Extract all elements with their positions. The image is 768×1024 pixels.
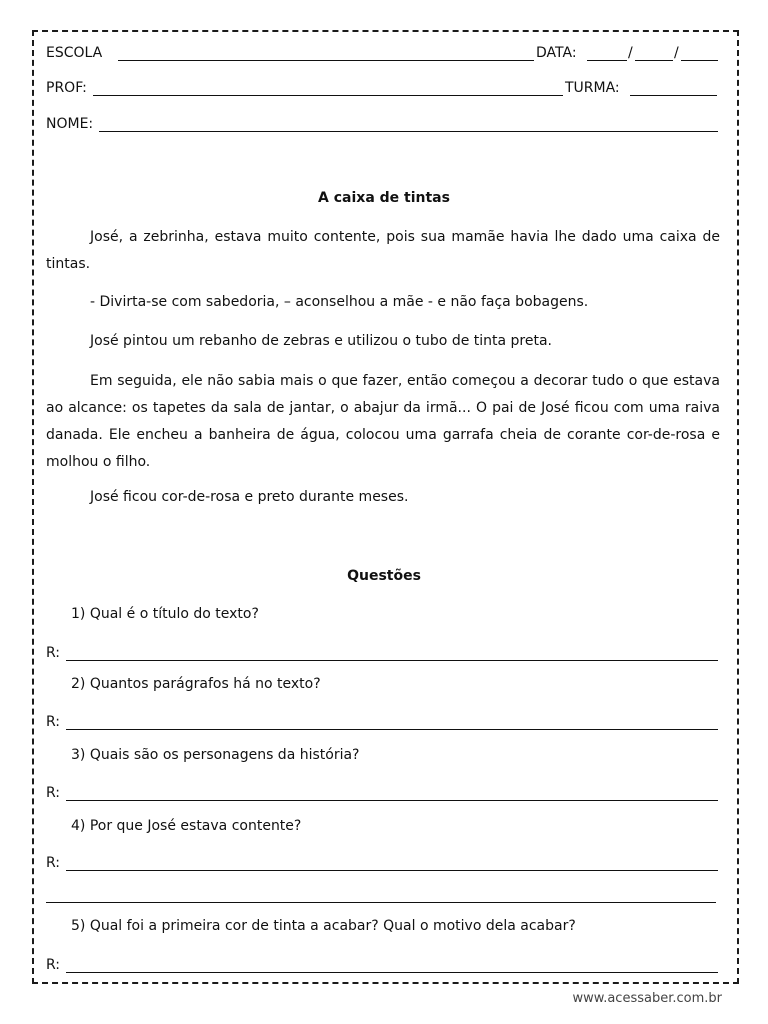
answer-label: R: <box>46 855 61 871</box>
answer-label: R: <box>46 785 61 801</box>
answer-label: R: <box>46 645 61 661</box>
question-item: 5) Qual foi a primeira cor de tinta a acabar? Qual o motivo dela acabar? <box>71 918 576 934</box>
question-item: 4) Por que José estava contente? <box>71 818 302 834</box>
escola-field[interactable] <box>118 60 534 61</box>
nome-label: NOME: <box>46 116 94 132</box>
answer-label: R: <box>46 714 61 730</box>
data-label: DATA: <box>536 45 577 61</box>
story-paragraph: José, a zebrinha, estava muito contente, pois sua mamãe havia lhe dado uma caixa de tintas. <box>46 229 720 272</box>
question-item: 1) Qual é o título do texto? <box>71 606 259 622</box>
answer-line[interactable] <box>66 729 718 730</box>
answer-line[interactable] <box>66 972 718 973</box>
story-paragraph: - Divirta-se com sabedoria, – aconselhou a mãe - e não faça bobagens. <box>90 294 589 310</box>
data-month-field[interactable] <box>635 60 673 61</box>
nome-field[interactable] <box>99 131 718 132</box>
story-paragraph: José ficou cor-de-rosa e preto durante meses. <box>90 489 409 505</box>
question-item: 2) Quantos parágrafos há no texto? <box>71 676 321 692</box>
question-item: 3) Quais são os personagens da história? <box>71 747 360 763</box>
footer-website: www.acessaber.com.br <box>572 991 722 1006</box>
answer-line[interactable] <box>66 660 718 661</box>
answer-line[interactable] <box>66 800 718 801</box>
date-separator: / <box>628 45 633 61</box>
answer-label: R: <box>46 957 61 973</box>
questions-title: Questões <box>347 568 421 584</box>
story-paragraph: José pintou um rebanho de zebras e utilizou o tubo de tinta preta. <box>90 333 553 349</box>
turma-field[interactable] <box>630 95 717 96</box>
story-title: A caixa de tintas <box>318 190 450 206</box>
date-separator: / <box>674 45 679 61</box>
data-day-field[interactable] <box>587 60 627 61</box>
story-paragraph: Em seguida, ele não sabia mais o que fazer, então começou a decorar tudo o que estava ao alcance: os tapetes da sala de jantar, o abajur da irmã... O pai de José ficou com uma raiva danada. Ele encheu a banheira de água, colocou uma garrafa cheia de corante cor-de-rosa e molhou o filho. <box>46 373 720 470</box>
turma-label: TURMA: <box>565 80 620 96</box>
escola-label: ESCOLA <box>46 45 103 61</box>
answer-line[interactable] <box>66 870 718 871</box>
answer-line-extra[interactable] <box>46 902 716 903</box>
data-year-field[interactable] <box>681 60 718 61</box>
prof-field[interactable] <box>93 95 563 96</box>
prof-label: PROF: <box>46 80 87 96</box>
